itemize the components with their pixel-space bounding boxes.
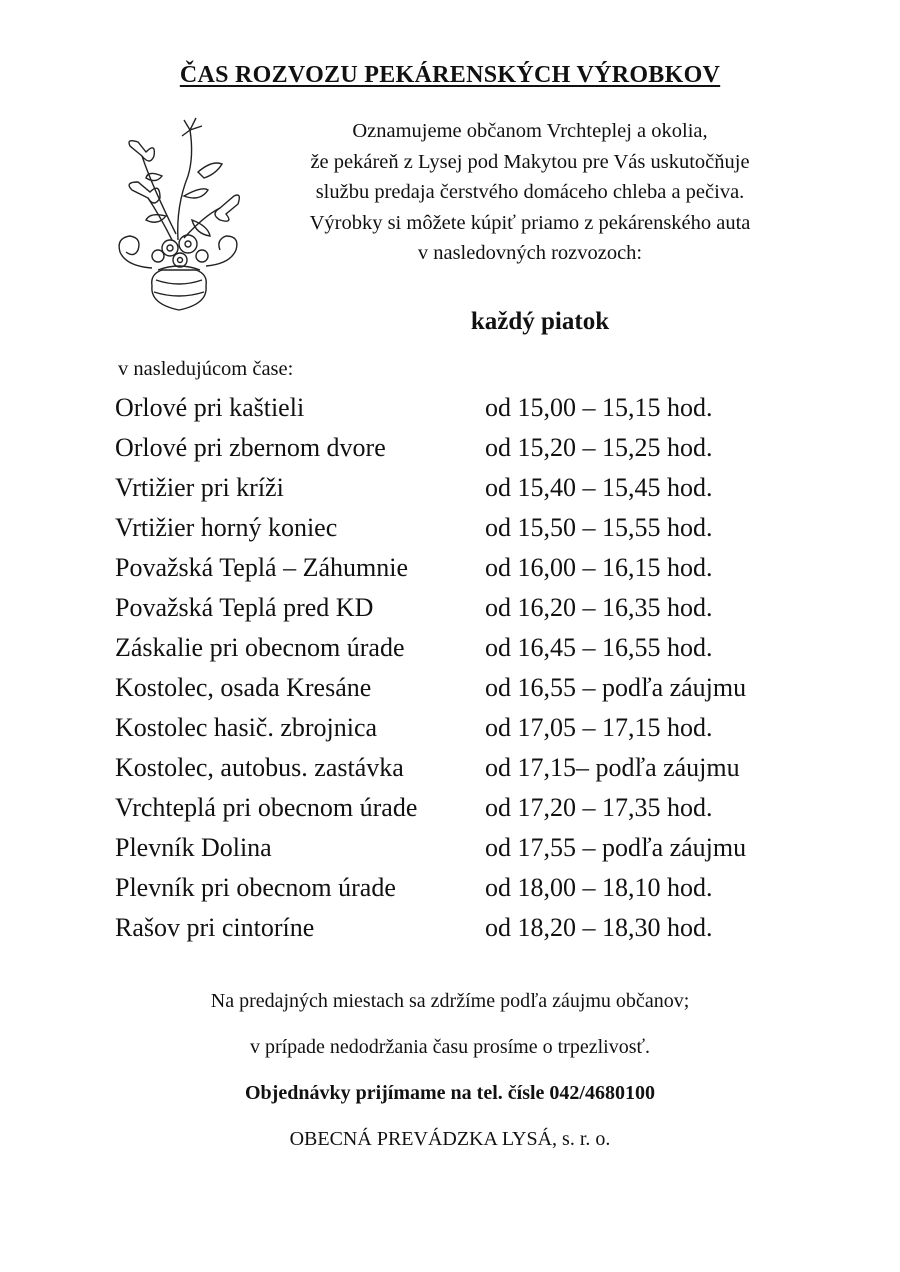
company-name: OBECNÁ PREVÁDZKA LYSÁ, s. r. o. [289, 1128, 611, 1150]
stop-time: od 17,05 – 17,15 hod. [485, 713, 713, 742]
schedule-table [115, 390, 815, 950]
intro-line: Výrobky si môžete kúpiť priamo z pekárenského auta [309, 211, 751, 234]
schedule-row [115, 830, 815, 870]
stop-time: od 15,40 – 15,45 hod. [485, 473, 713, 502]
stop-time: od 15,20 – 15,25 hod. [485, 433, 713, 462]
stop-time: od 16,00 – 16,15 hod. [485, 553, 713, 582]
footer-note: v prípade nedodržania času prosíme o trpezlivosť. [249, 1036, 651, 1058]
schedule-row [115, 550, 815, 590]
order-phone: Objednávky prijímame na tel. čísle 042/4680100 [245, 1082, 655, 1104]
stop-time: od 17,55 – podľa záujmu [485, 833, 747, 862]
page-title: ČAS ROZVOZU PEKÁRENSKÝCH VÝROBKOV [179, 62, 721, 88]
day-heading: každý piatok [470, 308, 610, 335]
schedule-row [115, 430, 815, 470]
flower-vase-icon [112, 116, 244, 316]
intro-paragraph [240, 116, 820, 269]
schedule-row [115, 510, 815, 550]
intro-line: Oznamujeme občanom Vrchteplej a okolia, [352, 120, 708, 142]
stop-place: Považská Teplá pred KD [115, 593, 374, 622]
stop-place: Plevník pri obecnom úrade [115, 873, 396, 902]
stop-place: Kostolec, autobus. zastávka [115, 753, 404, 782]
stop-place: Orlové pri kaštieli [115, 393, 305, 422]
stop-time: od 16,20 – 16,35 hod. [485, 593, 713, 622]
stop-place: Vrchteplá pri obecnom úrade [115, 793, 418, 822]
stop-place: Plevník Dolina [115, 833, 272, 862]
schedule-row [115, 390, 815, 430]
stop-place: Záskalie pri obecnom úrade [115, 633, 405, 662]
schedule-row [115, 870, 815, 910]
stop-place: Kostolec hasič. zbrojnica [115, 713, 378, 742]
stop-place: Považská Teplá – Záhumnie [115, 553, 409, 582]
intro-line: v nasledovných rozvozoch: [417, 242, 643, 264]
schedule-row [115, 590, 815, 630]
stop-time: od 17,20 – 17,35 hod. [485, 793, 713, 822]
stop-place: Rašov pri cintoríne [115, 913, 315, 942]
stop-time: od 18,00 – 18,10 hod. [485, 873, 713, 902]
stop-time: od 15,50 – 15,55 hod. [485, 513, 713, 542]
schedule-row [115, 670, 815, 710]
schedule-row [115, 750, 815, 790]
schedule-lead: v nasledujúcom čase: [118, 358, 294, 380]
schedule-row [115, 910, 815, 950]
schedule-row [115, 470, 815, 510]
footer-note: Na predajných miestach sa zdržíme podľa záujmu občanov; [210, 990, 690, 1012]
intro-line: že pekáreň z Lysej pod Makytou pre Vás uskutočňuje [310, 150, 750, 173]
stop-time: od 16,45 – 16,55 hod. [485, 633, 713, 662]
schedule-row [115, 710, 815, 750]
stop-place: Vrtižier horný koniec [115, 513, 338, 542]
stop-time: od 18,20 – 18,30 hod. [485, 913, 713, 942]
stop-time: od 15,00 – 15,15 hod. [485, 393, 713, 422]
schedule-row [115, 790, 815, 830]
footer [0, 986, 900, 1170]
stop-place: Orlové pri zbernom dvore [115, 433, 386, 462]
stop-place: Kostolec, osada Kresáne [115, 673, 372, 702]
schedule-row [115, 630, 815, 670]
stop-time: od 16,55 – podľa záujmu [485, 673, 747, 702]
intro-line: službu predaja čerstvého domáceho chleba a pečiva. [315, 181, 745, 203]
stop-place: Vrtižier pri kríži [115, 473, 284, 502]
stop-time: od 17,15– podľa záujmu [485, 753, 740, 782]
